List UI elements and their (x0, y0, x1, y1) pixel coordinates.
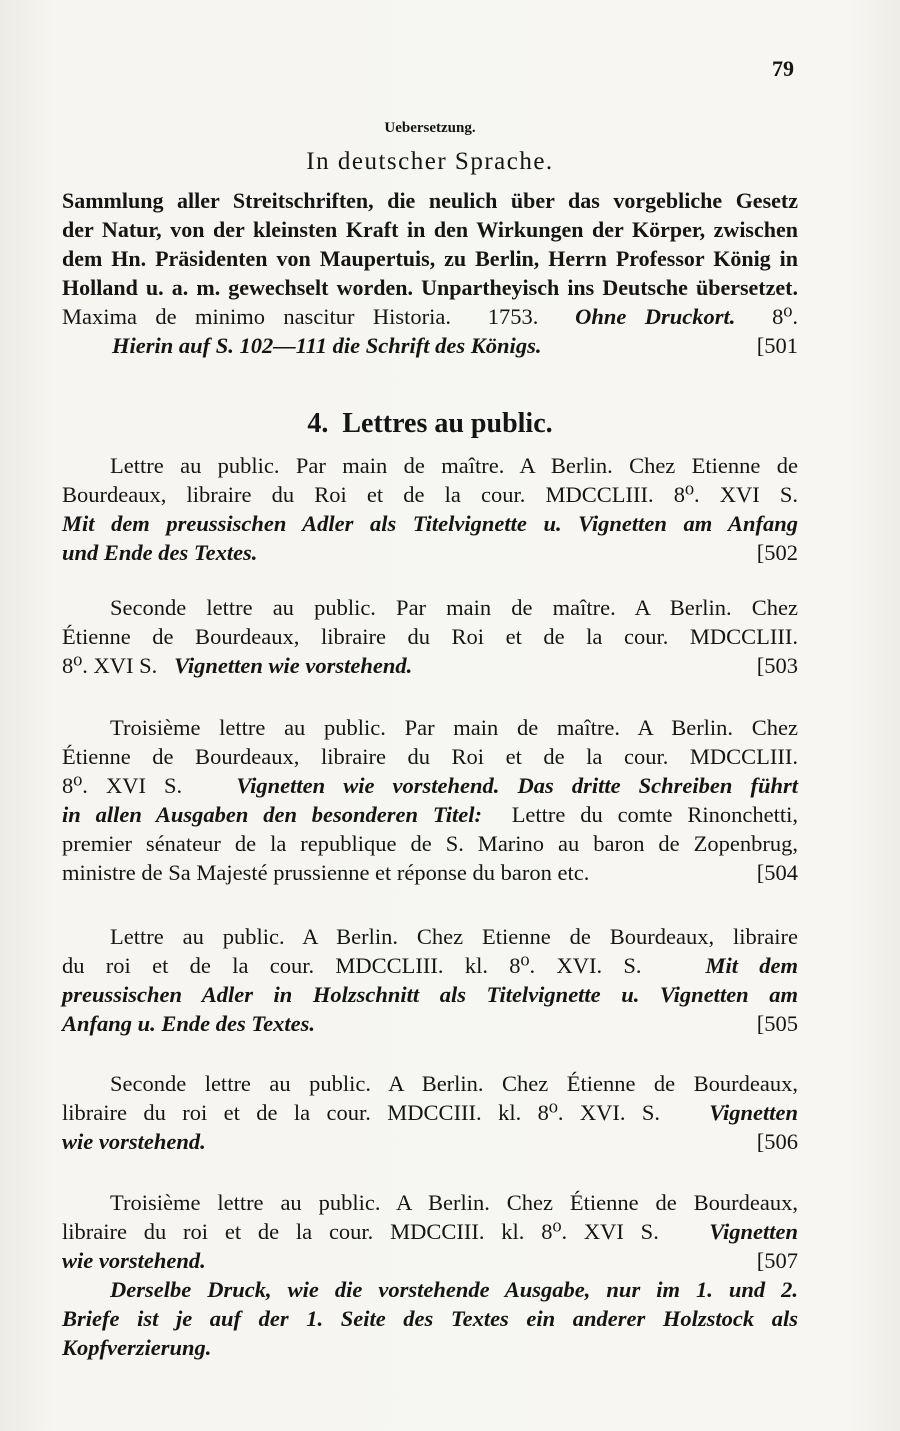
entry-note: in allen Ausgaben den besonderen Titel: (62, 802, 483, 827)
entry-note-line (62, 1246, 798, 1275)
entry-line: Bourdeaux, libraire du Roi et de la cour. MDCCLIII. 8⁰. XVI S. (62, 482, 798, 507)
heading-number: 4. (307, 408, 329, 439)
entry-line (62, 651, 798, 680)
entry-note: Mit dem (705, 953, 799, 978)
entry-note: wie vorstehend. (62, 1248, 206, 1273)
entry-note: Anfang u. Ende des Textes. (62, 1011, 315, 1036)
section-heading (0, 408, 860, 440)
entry-note: und Ende des Textes. (62, 540, 258, 565)
german-entry-line: der Natur, von der kleinsten Kraft in den Wirkungen der Körper, zwischen (62, 217, 798, 242)
entry-line (62, 858, 798, 887)
entry-note-line: Kopfverzierung. (62, 1335, 212, 1360)
entry-504 (62, 713, 798, 887)
german-entry-line: Sammlung aller Streitschriften, die neulich über das vorgebliche Gesetz (62, 188, 798, 213)
entry-line (62, 951, 798, 980)
entry-note: Vignetten (709, 1100, 798, 1125)
entry-502 (62, 451, 798, 567)
entry-text: libraire du roi et de la cour. MDCCIII. kl. 8⁰. XVI. S. (62, 1100, 661, 1125)
entry-507 (62, 1188, 798, 1362)
entry-line (62, 1098, 798, 1127)
entry-ref: [504 (756, 860, 798, 885)
entry-text: du roi et de la cour. MDCCLIII. kl. 8⁰. XVI. S. (62, 953, 642, 978)
entry-note: Vignetten wie vorstehend. Das dritte Schreiben führt (236, 773, 798, 798)
section-title: In deutscher Sprache. (306, 148, 554, 175)
entry-note-line (62, 1127, 798, 1156)
entry-note: wie vorstehend. (62, 1129, 206, 1154)
year: 1753. (487, 304, 539, 329)
entry-line: Étienne de Bourdeaux, libraire du Roi et de la cour. MDCCLIII. (62, 744, 798, 769)
entry-506 (62, 1069, 798, 1156)
entry-line (62, 800, 798, 829)
entry-line: Seconde lettre au public. Par main de maître. A Berlin. Chez (110, 595, 798, 620)
page-number: 79 (772, 56, 794, 81)
entry-note-line (62, 1009, 798, 1038)
entry-note: Vignetten wie vorstehend. (174, 653, 413, 678)
entry-line (62, 771, 798, 800)
entry-note: Vignetten (709, 1219, 798, 1244)
entry-ref: [502 (756, 540, 798, 565)
entry-title: Lettre du comte Rinonchetti, (511, 802, 798, 827)
entry-505 (62, 922, 798, 1038)
german-entry-line: Holland u. a. m. gewechselt worden. Unpartheyisch ins Deutsche übersetzet. (62, 275, 798, 300)
imprint-line (62, 302, 798, 331)
entry-line: Troisième lettre au public. Par main de maître. A Berlin. Chez (110, 715, 798, 740)
entry-title: ministre de Sa Majesté prussienne et réponse du baron etc. (62, 860, 590, 885)
section-label: Uebersetzung. (384, 120, 476, 136)
entry-format: 8⁰. XVI S. (62, 773, 183, 798)
german-entry-note-line (62, 331, 798, 360)
entry-ref: [505 (756, 1011, 798, 1036)
entry-503 (62, 593, 798, 680)
entry-format: 8⁰. XVI S. (62, 653, 158, 678)
german-entry-note: Hierin auf S. 102—111 die Schrift des Königs. (112, 333, 542, 358)
entry-ref: [506 (756, 1129, 798, 1154)
entry-text: libraire du roi et de la cour. MDCCIII. kl. 8⁰. XVI S. (62, 1219, 659, 1244)
entry-line: Seconde lettre au public. A Berlin. Chez Étienne de Bourdeaux, (110, 1071, 798, 1096)
german-entry-line: dem Hn. Präsidenten von Maupertuis, zu Berlin, Herrn Professor König in (62, 246, 798, 271)
format: 8⁰. (772, 304, 799, 329)
no-printer: Ohne Druckort. (575, 304, 736, 329)
entry-line (62, 1217, 798, 1246)
entry-ref: [501 (756, 333, 798, 358)
entry-note-line (62, 538, 798, 567)
entry-note-line: Mit dem preussischen Adler als Titelvignette u. Vignetten am Anfang (62, 511, 798, 536)
entry-line: premier sénateur de la republique de S. Marino au baron de Zopenbrug, (62, 831, 798, 856)
german-entry (62, 186, 798, 360)
entry-line: Troisième lettre au public. A Berlin. Chez Étienne de Bourdeaux, (110, 1190, 798, 1215)
entry-line: Lettre au public. A Berlin. Chez Etienne de Bourdeaux, libraire (110, 924, 798, 949)
entry-note-line: Briefe ist je auf der 1. Seite des Textes ein anderer Holzstock als (62, 1306, 798, 1331)
entry-ref: [503 (756, 653, 798, 678)
entry-ref: [507 (756, 1248, 798, 1273)
entry-note-line: Derselbe Druck, wie die vorstehende Ausgabe, nur im 1. und 2. (110, 1277, 798, 1302)
entry-line: Étienne de Bourdeaux, libraire du Roi et de la cour. MDCCLIII. (62, 624, 798, 649)
entry-line: Lettre au public. Par main de maître. A Berlin. Chez Etienne de (110, 453, 798, 478)
motto: Maxima de minimo nascitur Historia. (62, 304, 452, 329)
heading-title: Lettres au public. (342, 408, 553, 439)
entry-note-line: preussischen Adler in Holzschnitt als Titelvignette u. Vignetten am (62, 982, 798, 1007)
